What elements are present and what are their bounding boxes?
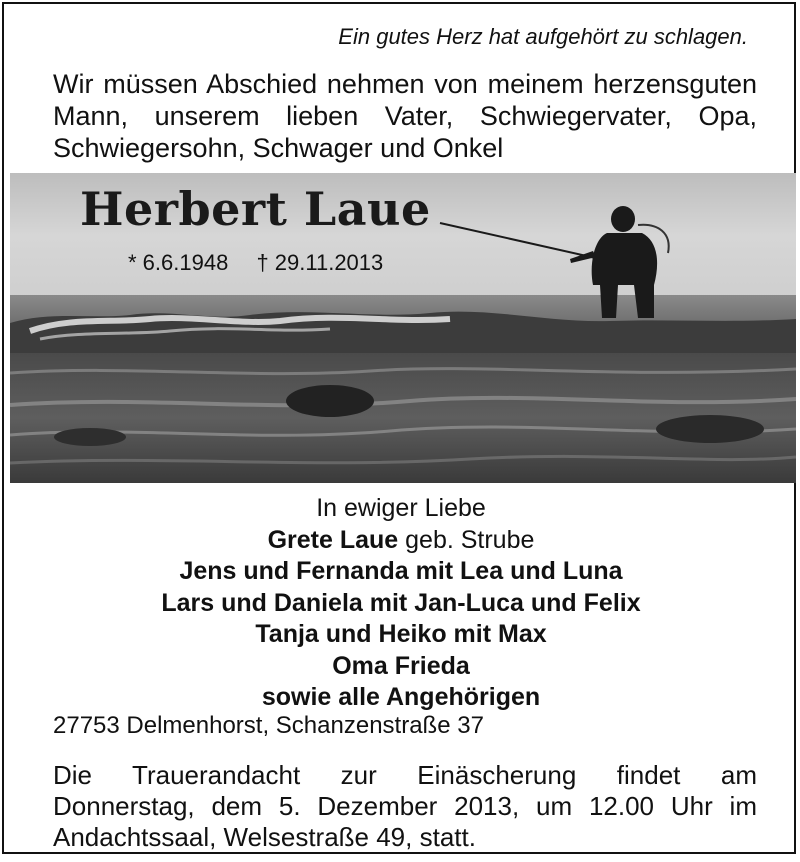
closing-line: Die Trauerandacht zur Einäscherung findet am	[53, 760, 757, 790]
spouse-name: Grete Laue	[267, 525, 399, 554]
family-line: Oma Frieda	[332, 651, 470, 680]
spouse-line	[4, 525, 798, 557]
closing-line: Donnerstag, dem 5. Dezember 2013, um 12.00 Uhr im	[53, 791, 757, 821]
family-signatures	[4, 493, 798, 714]
obituary-notice	[2, 2, 796, 854]
deceased-name: Herbert Laue	[80, 182, 431, 236]
life-dates	[128, 250, 405, 276]
funeral-details	[53, 760, 757, 853]
motto: Ein gutes Herz hat aufgehört zu schlagen.	[338, 24, 748, 49]
family-line: Lars und Daniela mit Jan-Luca und Felix	[161, 588, 641, 617]
closing-line: Andachtssaal, Welsestraße 49, statt.	[53, 822, 476, 852]
intro-line: Mann, unserem lieben Vater, Schwiegervater, Opa,	[53, 101, 757, 131]
intro-line: Wir müssen Abschied nehmen von meinem herzensguten	[53, 69, 757, 99]
address: 27753 Delmenhorst, Schanzenstraße 37	[53, 712, 484, 739]
spouse-maiden-name: geb. Strube	[398, 525, 535, 554]
family-line: sowie alle Angehörigen	[261, 683, 541, 711]
intro-text	[53, 68, 757, 164]
family-line: Jens und Fernanda mit Lea und Luna	[179, 557, 623, 585]
family-intro: In ewiger Liebe	[316, 494, 486, 522]
family-line: Tanja und Heiko mit Max	[255, 620, 547, 648]
death-date: † 29.11.2013	[256, 250, 384, 275]
birth-date: * 6.6.1948	[128, 250, 229, 275]
intro-line: Schwiegersohn, Schwager und Onkel	[53, 133, 504, 163]
